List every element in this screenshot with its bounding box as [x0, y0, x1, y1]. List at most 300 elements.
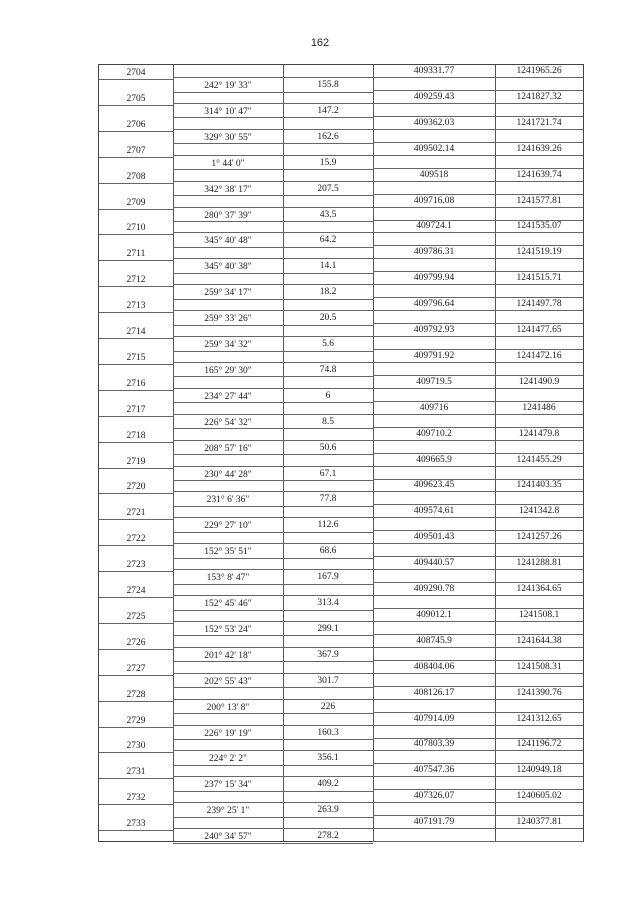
- bearing-angle: 345° 40' 38": [204, 262, 252, 273]
- row-rule: [373, 245, 583, 246]
- bearing-angle: 259° 34' 32": [204, 340, 252, 350]
- row-rule: [173, 491, 373, 492]
- row-rule: [173, 414, 373, 415]
- x-coordinate: 409574.61: [413, 506, 455, 517]
- coordinate-table: [98, 64, 584, 842]
- row-rule: [99, 597, 173, 598]
- point-id: 2725: [126, 611, 146, 622]
- bearing-angle: 165° 29' 30": [204, 365, 252, 376]
- row-rule: [173, 388, 373, 389]
- point-id: 2716: [126, 378, 146, 389]
- y-coordinate: 1241288.81: [516, 558, 562, 569]
- row-rule: [173, 661, 373, 662]
- row-rule: [173, 610, 373, 611]
- bearing-angle: 329° 30' 55": [204, 132, 252, 143]
- row-rule: [173, 776, 373, 777]
- row-rule: [173, 828, 373, 829]
- row-rule: [373, 90, 583, 91]
- row-rule: [173, 117, 373, 118]
- point-id: 2721: [126, 508, 146, 519]
- y-coordinate: 1241827.32: [516, 91, 562, 102]
- row-rule: [373, 440, 583, 441]
- row-rule: [173, 817, 373, 818]
- row-rule: [173, 362, 373, 363]
- row-rule: [173, 673, 373, 674]
- row-rule: [373, 750, 583, 751]
- y-coordinate: 1241965.26: [516, 66, 562, 76]
- bearing-angle: 230° 44' 28": [204, 469, 252, 480]
- row-rule: [173, 480, 373, 481]
- point-id: 2719: [126, 456, 146, 467]
- row-rule: [173, 802, 373, 803]
- row-rule: [373, 673, 583, 674]
- row-rule: [373, 362, 583, 363]
- y-coordinate: 1241490.9: [518, 376, 560, 387]
- row-rule: [373, 427, 583, 428]
- row-rule: [173, 77, 373, 78]
- bearing-angle: 239° 25' 1": [206, 806, 250, 817]
- y-coordinate: 1241486: [522, 402, 556, 413]
- row-rule: [99, 468, 173, 469]
- row-rule: [373, 310, 583, 311]
- row-rule: [373, 776, 583, 777]
- row-rule: [173, 351, 373, 352]
- row-rule: [373, 763, 583, 764]
- row-rule: [373, 543, 583, 544]
- row-rule: [99, 79, 173, 80]
- bearing-angle: 280° 37' 39": [204, 210, 252, 221]
- x-coordinate: 407326.07: [413, 791, 455, 802]
- bearing-angle: 345° 40' 48": [204, 236, 252, 247]
- row-rule: [173, 376, 373, 377]
- x-coordinate: 407547.36: [413, 765, 455, 776]
- row-rule: [373, 517, 583, 518]
- x-coordinate: 409331.77: [413, 66, 455, 76]
- row-rule: [373, 802, 583, 803]
- row-rule: [173, 428, 373, 429]
- segment-distance: 15.9: [319, 157, 337, 168]
- row-rule: [99, 675, 173, 676]
- segment-distance: 112.6: [317, 520, 339, 531]
- row-rule: [173, 221, 373, 222]
- x-coordinate: 409362.03: [413, 117, 455, 128]
- bearing-angle: 234° 27' 44": [204, 391, 252, 402]
- x-coordinate: 409502.14: [413, 143, 455, 154]
- y-coordinate: 1241257.26: [516, 532, 562, 543]
- row-rule: [373, 401, 583, 402]
- row-rule: [99, 416, 173, 417]
- row-rule: [373, 297, 583, 298]
- bearing-angle: 226° 19' 19": [204, 728, 252, 739]
- row-rule: [373, 336, 583, 337]
- x-coordinate: 409501.43: [413, 532, 455, 543]
- y-coordinate: 1241535.07: [516, 221, 562, 232]
- bearing-angle: 152° 53' 24": [204, 624, 252, 635]
- row-rule: [173, 247, 373, 248]
- x-coordinate: 409716: [419, 402, 449, 413]
- bearing-angle: 242° 19' 33": [204, 81, 252, 91]
- point-id: 2715: [126, 352, 146, 363]
- segment-distance: 278.2: [317, 831, 339, 842]
- row-rule: [99, 727, 173, 728]
- segment-distance: 226: [320, 701, 336, 712]
- x-coordinate: 409719.5: [416, 376, 452, 387]
- row-rule: [99, 183, 173, 184]
- segment-distance: 43.5: [319, 209, 337, 220]
- row-rule: [99, 752, 173, 753]
- row-rule: [373, 725, 583, 726]
- point-id: 2710: [126, 223, 146, 234]
- row-rule: [173, 232, 373, 233]
- bearing-angle: 152° 35' 51": [204, 547, 252, 558]
- row-rule: [173, 506, 373, 507]
- row-rule: [373, 142, 583, 143]
- point-id: 2718: [126, 430, 146, 441]
- row-rule: [173, 725, 373, 726]
- row-rule: [173, 517, 373, 518]
- row-rule: [99, 234, 173, 235]
- point-id: 2731: [126, 767, 146, 778]
- row-rule: [373, 116, 583, 117]
- row-rule: [373, 77, 583, 78]
- row-rule: [99, 493, 173, 494]
- row-rule: [373, 466, 583, 467]
- row-rule: [173, 284, 373, 285]
- row-rule: [173, 569, 373, 570]
- y-coordinate: 1241639.74: [516, 169, 562, 180]
- row-rule: [173, 402, 373, 403]
- bearing-angle: 224° 2' 2": [209, 754, 247, 765]
- row-rule: [173, 325, 373, 326]
- row-rule: [173, 143, 373, 144]
- y-coordinate: 1240605.02: [516, 791, 562, 802]
- row-rule: [173, 584, 373, 585]
- row-rule: [373, 207, 583, 208]
- row-rule: [173, 595, 373, 596]
- x-coordinate: 408404.06: [413, 661, 455, 672]
- y-coordinate: 1241644.38: [516, 635, 562, 646]
- row-rule: [99, 131, 173, 132]
- bearing-angle: 200° 13' 8": [206, 702, 250, 713]
- row-rule: [173, 687, 373, 688]
- row-rule: [373, 453, 583, 454]
- row-rule: [99, 338, 173, 339]
- x-coordinate: 409710.2: [416, 428, 452, 439]
- row-rule: [373, 621, 583, 622]
- y-coordinate: 1241390.76: [516, 687, 562, 698]
- segment-distance: 367.9: [317, 649, 339, 660]
- row-rule: [99, 545, 173, 546]
- point-id: 2711: [126, 249, 146, 260]
- point-id: 2713: [126, 301, 146, 312]
- y-coordinate: 1241508.1: [518, 609, 560, 620]
- point-id: 2706: [126, 119, 146, 130]
- row-rule: [173, 558, 373, 559]
- row-rule: [173, 466, 373, 467]
- row-rule: [373, 479, 583, 480]
- bearing-angle: 259° 34' 17": [204, 288, 252, 299]
- segment-distance: 207.5: [317, 183, 339, 194]
- segment-distance: 74.8: [319, 364, 337, 375]
- row-rule: [99, 571, 173, 572]
- row-rule: [373, 194, 583, 195]
- row-rule: [173, 273, 373, 274]
- point-id: 2732: [126, 793, 146, 804]
- y-coordinate: 1240949.18: [516, 765, 562, 776]
- bearing-angle: 231° 6' 36": [206, 495, 250, 506]
- row-rule: [373, 841, 583, 842]
- segment-distance: 155.8: [317, 80, 339, 90]
- segment-distance: 162.6: [317, 131, 339, 142]
- row-rule: [173, 647, 373, 648]
- x-coordinate: 409012.1: [416, 609, 452, 620]
- point-id: 2722: [126, 534, 146, 545]
- x-coordinate: 409724.1: [416, 221, 452, 232]
- segment-distance: 409.2: [317, 779, 339, 790]
- x-coordinate: 409716.08: [413, 195, 455, 206]
- point-id: 2729: [126, 715, 146, 726]
- row-rule: [373, 569, 583, 570]
- row-rule: [173, 207, 373, 208]
- x-coordinate: 409518: [419, 169, 449, 180]
- segment-distance: 67.1: [319, 468, 337, 479]
- row-rule: [373, 181, 583, 182]
- row-rule: [173, 454, 373, 455]
- row-rule: [173, 92, 373, 93]
- row-rule: [373, 258, 583, 259]
- row-rule: [173, 129, 373, 130]
- bearing-angle: 237° 15' 34": [204, 780, 252, 791]
- row-rule: [373, 103, 583, 104]
- row-rule: [373, 323, 583, 324]
- point-id: 2724: [126, 586, 146, 596]
- row-rule: [173, 181, 373, 182]
- x-coordinate: 409665.9: [416, 454, 452, 465]
- row-rule: [173, 739, 373, 740]
- y-coordinate: 1241515.71: [516, 273, 562, 284]
- row-rule: [99, 390, 173, 391]
- row-rule: [173, 843, 373, 844]
- row-rule: [99, 623, 173, 624]
- row-rule: [373, 220, 583, 221]
- x-coordinate: 409791.92: [413, 350, 455, 361]
- y-coordinate: 1241577.81: [516, 195, 562, 206]
- row-rule: [173, 258, 373, 259]
- row-rule: [173, 635, 373, 636]
- x-coordinate: 408745.9: [416, 635, 452, 646]
- point-id: 2726: [126, 637, 146, 648]
- row-rule: [373, 284, 583, 285]
- row-rule: [173, 532, 373, 533]
- point-id: 2714: [126, 327, 146, 337]
- point-id: 2733: [126, 819, 146, 830]
- y-coordinate: 1241472.16: [516, 350, 562, 361]
- y-coordinate: 1241479.8: [518, 428, 560, 439]
- bearing-angle: 259° 33' 26": [204, 314, 252, 325]
- row-rule: [99, 157, 173, 158]
- y-coordinate: 1241455.29: [516, 454, 562, 465]
- point-id: 2707: [126, 145, 146, 156]
- row-rule: [373, 491, 583, 492]
- point-id: 2723: [126, 560, 146, 571]
- row-rule: [99, 701, 173, 702]
- row-rule: [99, 286, 173, 287]
- row-rule: [373, 595, 583, 596]
- segment-distance: 50.6: [319, 442, 337, 453]
- y-coordinate: 1241721.74: [516, 117, 562, 128]
- segment-distance: 5.6: [322, 339, 334, 349]
- point-id: 2708: [126, 171, 146, 182]
- point-id: 2730: [126, 741, 146, 752]
- row-rule: [373, 414, 583, 415]
- bearing-angle: 208° 57' 16": [204, 443, 252, 454]
- segment-distance: 20.5: [319, 313, 337, 324]
- segment-distance: 301.7: [317, 675, 339, 686]
- segment-distance: 14.1: [319, 261, 337, 272]
- row-rule: [373, 155, 583, 156]
- row-rule: [173, 103, 373, 104]
- x-coordinate: 409290.78: [413, 584, 455, 594]
- segment-distance: 147.2: [317, 105, 339, 116]
- x-coordinate: 409623.45: [413, 480, 455, 491]
- x-coordinate: 409792.93: [413, 325, 455, 335]
- row-rule: [373, 375, 583, 376]
- row-rule: [373, 504, 583, 505]
- page-number: 162: [310, 37, 330, 49]
- y-coordinate: 1241477.65: [516, 325, 562, 335]
- row-rule: [173, 155, 373, 156]
- row-rule: [373, 388, 583, 389]
- bearing-angle: 226° 54' 32": [204, 417, 252, 428]
- x-coordinate: 407191.79: [413, 817, 455, 828]
- row-rule: [373, 634, 583, 635]
- segment-distance: 64.2: [319, 235, 337, 246]
- point-id: 2728: [126, 689, 146, 700]
- row-rule: [99, 830, 173, 831]
- row-rule: [373, 608, 583, 609]
- segment-distance: 167.9: [317, 572, 339, 583]
- row-rule: [173, 750, 373, 751]
- x-coordinate: 407803.39: [413, 739, 455, 750]
- row-rule: [173, 195, 373, 196]
- row-rule: [373, 789, 583, 790]
- x-coordinate: 409796.64: [413, 299, 455, 310]
- row-rule: [173, 699, 373, 700]
- row-rule: [173, 299, 373, 300]
- row-rule: [173, 543, 373, 544]
- row-rule: [173, 791, 373, 792]
- row-rule: [99, 519, 173, 520]
- point-id: 2705: [126, 93, 146, 104]
- x-coordinate: 408126.17: [413, 687, 455, 698]
- segment-distance: 299.1: [317, 623, 339, 634]
- segment-distance: 263.9: [317, 805, 339, 816]
- x-coordinate: 409786.31: [413, 247, 455, 258]
- x-coordinate: 409440.57: [413, 558, 455, 569]
- row-rule: [373, 168, 583, 169]
- y-coordinate: 1241196.72: [516, 739, 562, 750]
- row-rule: [373, 712, 583, 713]
- segment-distance: 68.6: [319, 546, 337, 557]
- segment-distance: 313.4: [317, 598, 339, 608]
- row-rule: [373, 699, 583, 700]
- bearing-angle: 201° 42' 18": [204, 650, 252, 661]
- row-rule: [99, 209, 173, 210]
- segment-distance: 356.1: [317, 753, 339, 764]
- bearing-angle: 314° 10' 47": [204, 106, 252, 117]
- row-rule: [99, 364, 173, 365]
- segment-distance: 77.8: [319, 494, 337, 505]
- y-coordinate: 1241508.31: [516, 661, 562, 672]
- row-rule: [99, 442, 173, 443]
- row-rule: [173, 713, 373, 714]
- bearing-angle: 1° 44' 0": [211, 158, 245, 169]
- row-rule: [373, 129, 583, 130]
- y-coordinate: 1240377.81: [516, 817, 562, 828]
- bearing-angle: 153° 8' 47": [206, 573, 250, 584]
- bearing-angle: 342° 38' 17": [204, 184, 252, 195]
- y-coordinate: 1241519.19: [516, 247, 562, 258]
- row-rule: [99, 260, 173, 261]
- row-rule: [99, 105, 173, 106]
- point-id: 2727: [126, 663, 146, 674]
- y-coordinate: 1241312.65: [516, 713, 562, 724]
- point-id: 2717: [126, 404, 146, 415]
- x-coordinate: 407914.09: [413, 713, 455, 724]
- bearing-angle: 152° 45' 46": [204, 599, 252, 609]
- row-rule: [373, 271, 583, 272]
- row-rule: [373, 349, 583, 350]
- row-rule: [173, 169, 373, 170]
- x-coordinate: 409799.94: [413, 273, 455, 284]
- segment-distance: 6: [325, 390, 331, 401]
- row-rule: [99, 312, 173, 313]
- y-coordinate: 1241364.65: [516, 584, 562, 594]
- row-rule: [173, 440, 373, 441]
- bearing-angle: 229° 27' 10": [204, 521, 252, 532]
- row-rule: [373, 738, 583, 739]
- bearing-angle: 240° 34' 57": [204, 832, 252, 843]
- row-rule: [173, 765, 373, 766]
- row-rule: [99, 804, 173, 805]
- row-rule: [373, 232, 583, 233]
- row-rule: [373, 686, 583, 687]
- row-rule: [373, 815, 583, 816]
- y-coordinate: 1241403.35: [516, 480, 562, 491]
- row-rule: [373, 530, 583, 531]
- segment-distance: 18.2: [319, 287, 337, 298]
- row-rule: [173, 336, 373, 337]
- row-rule: [373, 647, 583, 648]
- row-rule: [173, 310, 373, 311]
- row-rule: [373, 556, 583, 557]
- y-coordinate: 1241497.78: [516, 299, 562, 310]
- row-rule: [373, 660, 583, 661]
- point-id: 2704: [126, 68, 146, 78]
- row-rule: [373, 828, 583, 829]
- point-id: 2709: [126, 197, 146, 208]
- segment-distance: 8.5: [322, 416, 334, 427]
- row-rule: [373, 582, 583, 583]
- x-coordinate: 409259.43: [413, 91, 455, 102]
- y-coordinate: 1241342.8: [518, 506, 560, 517]
- row-rule: [99, 778, 173, 779]
- point-id: 2712: [126, 275, 146, 286]
- bearing-angle: 202° 55' 43": [204, 676, 252, 687]
- point-id: 2720: [126, 482, 146, 493]
- row-rule: [173, 621, 373, 622]
- row-rule: [99, 649, 173, 650]
